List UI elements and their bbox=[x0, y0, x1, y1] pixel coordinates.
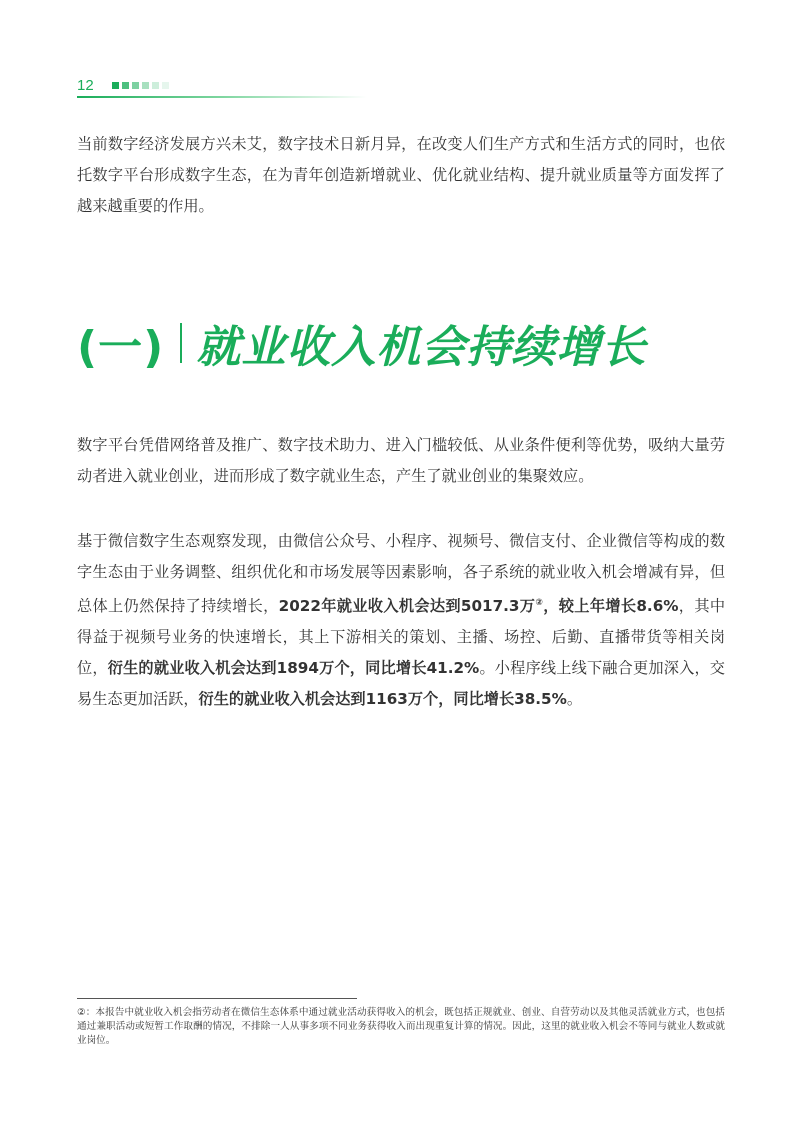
header-dot bbox=[122, 82, 129, 89]
section-title: 就业收入机会持续增长 bbox=[196, 322, 647, 373]
footnote-divider bbox=[77, 998, 357, 999]
paragraph-wechat-ecosystem bbox=[77, 526, 725, 715]
highlight-mini-program: 衍生的就业收入机会达到1163万个，同比增长38.5% bbox=[198, 690, 567, 709]
header-dot bbox=[152, 82, 159, 89]
section-heading bbox=[77, 308, 727, 378]
page-number: 12 bbox=[77, 77, 94, 94]
header-decoration-dots bbox=[112, 82, 169, 89]
heading-divider bbox=[180, 323, 182, 363]
header-dot bbox=[112, 82, 119, 89]
footnote: ②：本报告中就业收入机会指劳动者在微信生态体系中通过就业活动获得收入的机会，既包括正规就业、创业、自营劳动以及其他灵活就业方式，也包括通过兼职活动或短暂工作取酬的情况，不排除一人从事多项不同业务获得收入而出现重复计算的情况。因此，这里的就业收入机会不等同与就业人数或就业岗位。 bbox=[77, 1007, 725, 1046]
paragraph-platform-advantages: 数字平台凭借网络普及推广、数字技术助力、进入门槛较低、从业条件便利等优势，吸纳大量劳动者进入就业创业，进而形成了数字就业生态，产生了就业创业的集聚效应。 bbox=[77, 436, 725, 485]
paragraph-text: 基于微信数字生态观察发现，由微信公众号、小程序、视频号、微信支付、企业微信等构成的数字生态由于业务调整、组织优化和市场发展等因素影响，各子系统的就业收入机会增减有异，但总体上仍然保持了持续增长， bbox=[77, 532, 725, 616]
paragraph-text: ，其中得益于视频号业务的快速增长，其上下游相关的策划、主播、场控、后勤、直播带货等相关岗位， bbox=[77, 597, 726, 678]
header-dot bbox=[162, 82, 169, 89]
intro-paragraph: 当前数字经济发展方兴未艾，数字技术日新月异，在改变人们生产方式和生活方式的同时，也依托数字平台形成数字生态，在为青年创造新增就业、优化就业结构、提升就业质量等方面发挥了越来越重要的作用。 bbox=[77, 135, 725, 215]
header-dot bbox=[132, 82, 139, 89]
paragraph-text: 。 bbox=[566, 690, 583, 709]
header-gradient-line bbox=[77, 96, 367, 98]
highlight-growth-rate: ，较上年增长8.6% bbox=[543, 597, 679, 616]
highlight-video-channel: 衍生的就业收入机会达到1894万个，同比增长41.2% bbox=[107, 659, 480, 678]
footnote-marker: ② bbox=[535, 598, 544, 608]
section-number: (一) bbox=[77, 322, 165, 373]
paragraph-text: 。小程序线上线下融合更加深入，交易生态更加活跃， bbox=[77, 659, 725, 709]
header-dot bbox=[142, 82, 149, 89]
highlight-total-opportunities: 2022年就业收入机会达到5017.3万 bbox=[278, 597, 536, 616]
page-header bbox=[77, 77, 367, 97]
